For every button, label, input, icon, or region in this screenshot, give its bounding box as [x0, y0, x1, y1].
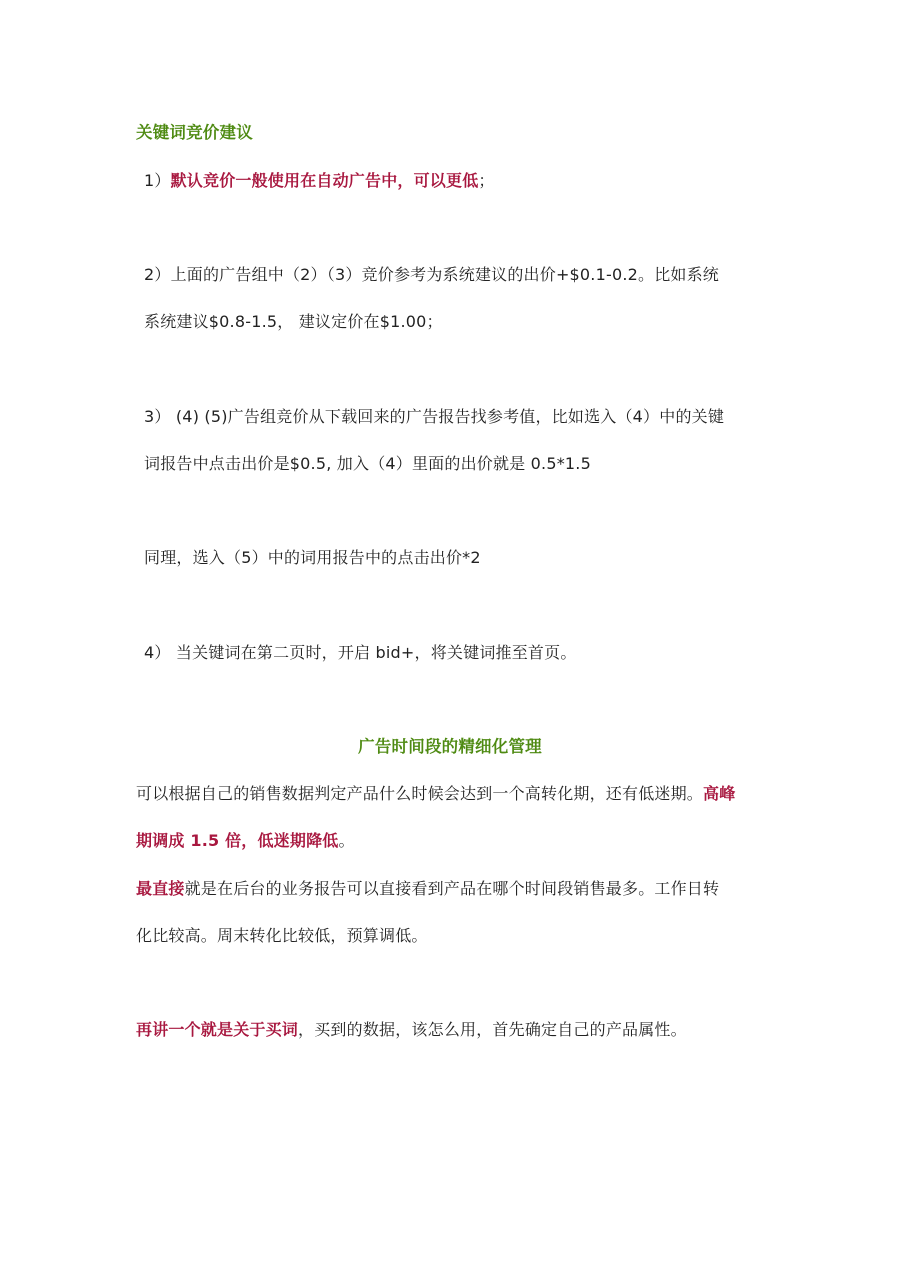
- item-1-prefix: 1）: [144, 171, 171, 190]
- time-para-2-line-2: 化比较高。周末转化比较低，预算调低。: [136, 926, 428, 945]
- section-heading-time-slot-management: 广告时间段的精细化管理: [358, 737, 542, 756]
- bidding-item-4: 4） 当关键词在第二页时，开启 bid+，将关键词推至首页。: [144, 643, 577, 662]
- bidding-item-3-line-2: 词报告中点击出价是$0.5, 加入（4）里面的出价就是 0.5*1.5: [144, 454, 591, 473]
- bidding-item-2-line-1: 2）上面的广告组中（2）（3）竞价参考为系统建议的出价+$0.1-0.2。比如系统: [144, 265, 719, 284]
- time-para-1-text: 可以根据自己的销售数据判定产品什么时候会达到一个高转化期，还有低迷期。: [136, 784, 704, 803]
- bidding-item-1: [144, 169, 495, 193]
- time-para-1-emphasis-start: 高峰: [703, 784, 736, 803]
- item-1-suffix: ；: [478, 171, 495, 190]
- time-para-1-suffix: 。: [338, 831, 355, 850]
- time-para-2-emphasis: 最直接: [136, 879, 185, 898]
- bidding-item-3-followup: 同理，选入（5）中的词用报告中的点击出价*2: [144, 548, 481, 567]
- time-para-1-line-2: [136, 829, 355, 853]
- time-para-1-emphasis-end: 期调成 1.5 倍，低迷期降低: [136, 831, 339, 850]
- keyword-buying-text: ，买到的数据，该怎么用，首先确定自己的产品属性。: [298, 1020, 687, 1039]
- keyword-buying-para: [136, 1018, 687, 1042]
- section-heading-keyword-bidding: 关键词竞价建议: [136, 123, 253, 142]
- bidding-item-3-line-1: 3） (4) (5)广告组竞价从下载回来的广告报告找参考值，比如选入（4）中的关键: [144, 407, 725, 426]
- bidding-item-2-line-2: 系统建议$0.8-1.5， 建议定价在$1.00；: [144, 312, 443, 331]
- keyword-buying-emphasis: 再讲一个就是关于买词: [136, 1020, 299, 1039]
- time-para-1-line-1: [136, 782, 735, 806]
- time-para-2-line-1: [136, 877, 719, 901]
- item-1-emphasis: 默认竞价一般使用在自动广告中，可以更低: [170, 171, 479, 190]
- time-para-2-text: 就是在后台的业务报告可以直接看到产品在哪个时间段销售最多。工作日转: [184, 879, 720, 898]
